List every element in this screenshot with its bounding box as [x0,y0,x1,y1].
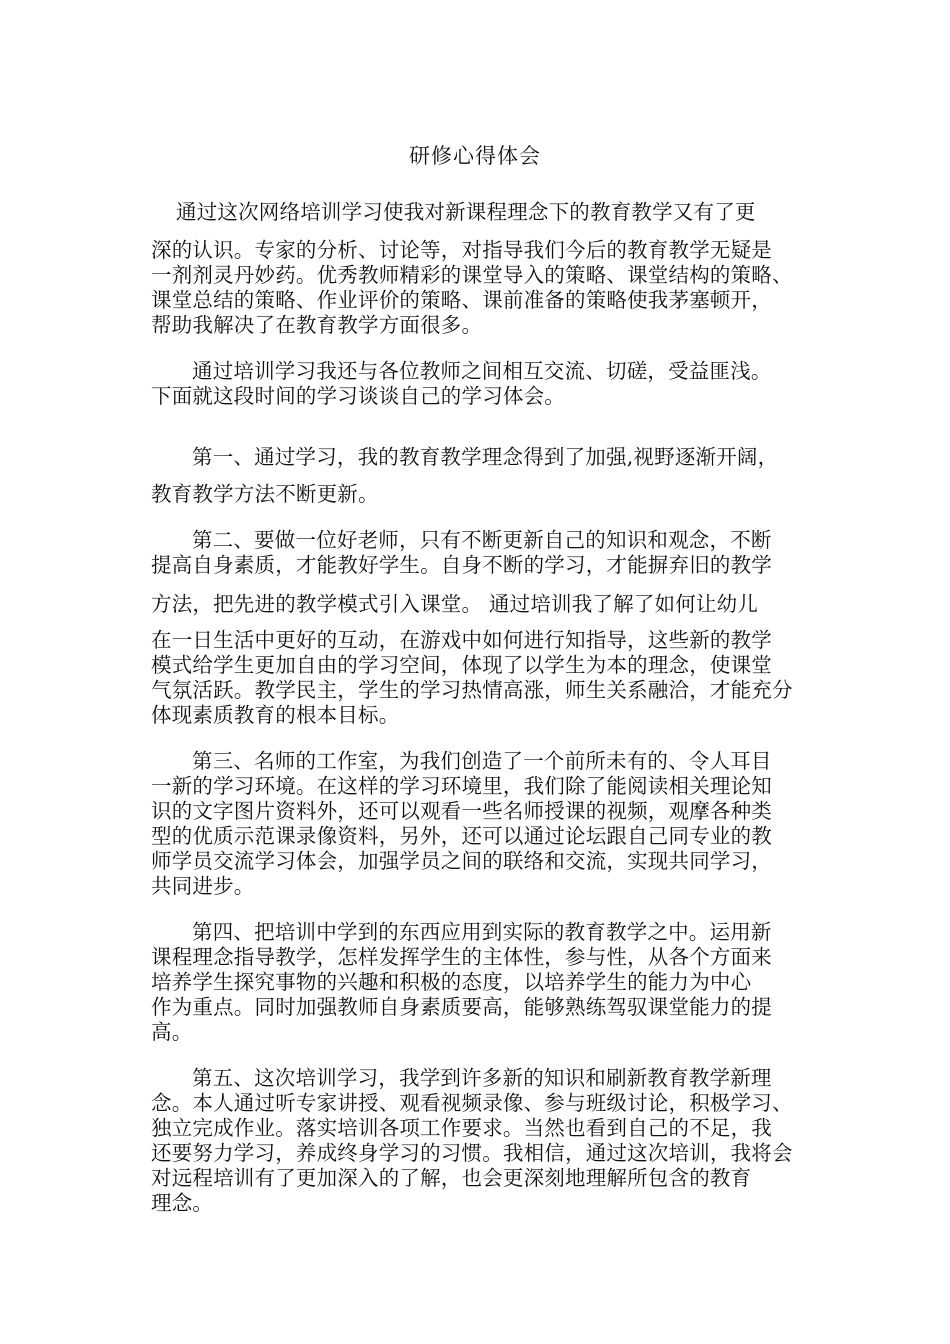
text-line: 气氛活跃。教学民主，学生的学习热情高涨，师生关系融洽，才能充分 [151,678,793,702]
text-line: 一剂剂灵丹妙药。优秀教师精彩的课堂导入的策略、课堂结构的策略、 [151,263,793,287]
text-line: 帮助我解决了在教育教学方面很多。 [151,313,483,337]
text-line: 教育教学方法不断更新。 [151,482,379,506]
text-line: 通过这次网络培训学习使我对新课程理念下的教育教学又有了更 [176,200,756,224]
text-line: 师学员交流学习体会，加强学员之间的联络和交流，实现共同学习， [151,849,772,873]
text-line: 识的文字图片资料外，还可以观看一些名师授课的视频，观摩各种类 [151,799,772,823]
text-line: 培养学生探究事物的兴趣和积极的态度，以培养学生的能力为中心 [151,970,752,994]
text-line: 第四、把培训中学到的东西应用到实际的教育教学之中。运用新 [192,920,772,944]
text-line: 独立完成作业。落实培训各项工作要求。当然也看到自己的不足，我 [151,1116,772,1140]
text-line: 体现素质教育的根本目标。 [151,703,400,727]
text-line: 模式给学生更加自由的学习空间，体现了以学生为本的理念，使课堂 [151,653,772,677]
text-line: 提高自身素质，才能教好学生。自身不断的学习，才能摒弃旧的教学 [151,553,772,577]
text-line: 课程理念指导教学，怎样发挥学生的主体性，参与性，从各个方面来 [151,945,772,969]
text-line: 第五、这次培训学习，我学到许多新的知识和刷新教育教学新理 [192,1066,772,1090]
text-line: 第一、通过学习，我的教育教学理念得到了加强,视野逐渐开阔， [192,445,779,469]
text-line: 对远程培训有了更加深入的了解，也会更深刻地理解所包含的教育 [151,1166,752,1190]
text-line: 深的认识。专家的分析、讨论等，对指导我们今后的教育教学无疑是 [151,238,772,262]
text-line: 通过培训学习我还与各位教师之间相互交流、切磋，受益匪浅。 [192,359,772,383]
text-line: 高。 [151,1020,193,1044]
text-line: 下面就这段时间的学习谈谈自己的学习体会。 [151,384,565,408]
text-line: 第二、要做一位好老师，只有不断更新自己的知识和观念，不断 [192,528,772,552]
text-line: 在一日生活中更好的互动，在游戏中如何进行知指导，这些新的教学 [151,628,772,652]
text-line: 理念。 [151,1191,214,1215]
text-line: 第三、名师的工作室，为我们创造了一个前所未有的、令人耳目 [192,749,772,773]
document-title: 研修心得体会 [409,144,541,168]
text-line: 还要努力学习，养成终身学习的习惯。我相信，通过这次培训，我将会 [151,1141,793,1165]
text-line: 念。本人通过听专家讲授、观看视频录像、参与班级讨论，积极学习、 [151,1091,793,1115]
text-line: 共同进步。 [151,874,255,898]
text-line: 型的优质示范课录像资料，另外，还可以通过论坛跟自己同专业的教 [151,824,772,848]
text-line: 方法，把先进的教学模式引入课堂。 通过培训我了解了如何让幼儿 [151,592,759,616]
text-line: 一新的学习环境。在这样的学习环境里，我们除了能阅读相关理论知 [151,774,772,798]
text-line: 作为重点。同时加强教师自身素质要高，能够熟练驾驭课堂能力的提 [151,995,772,1019]
text-line: 课堂总结的策略、作业评价的策略、课前准备的策略使我茅塞顿开， [151,288,772,312]
